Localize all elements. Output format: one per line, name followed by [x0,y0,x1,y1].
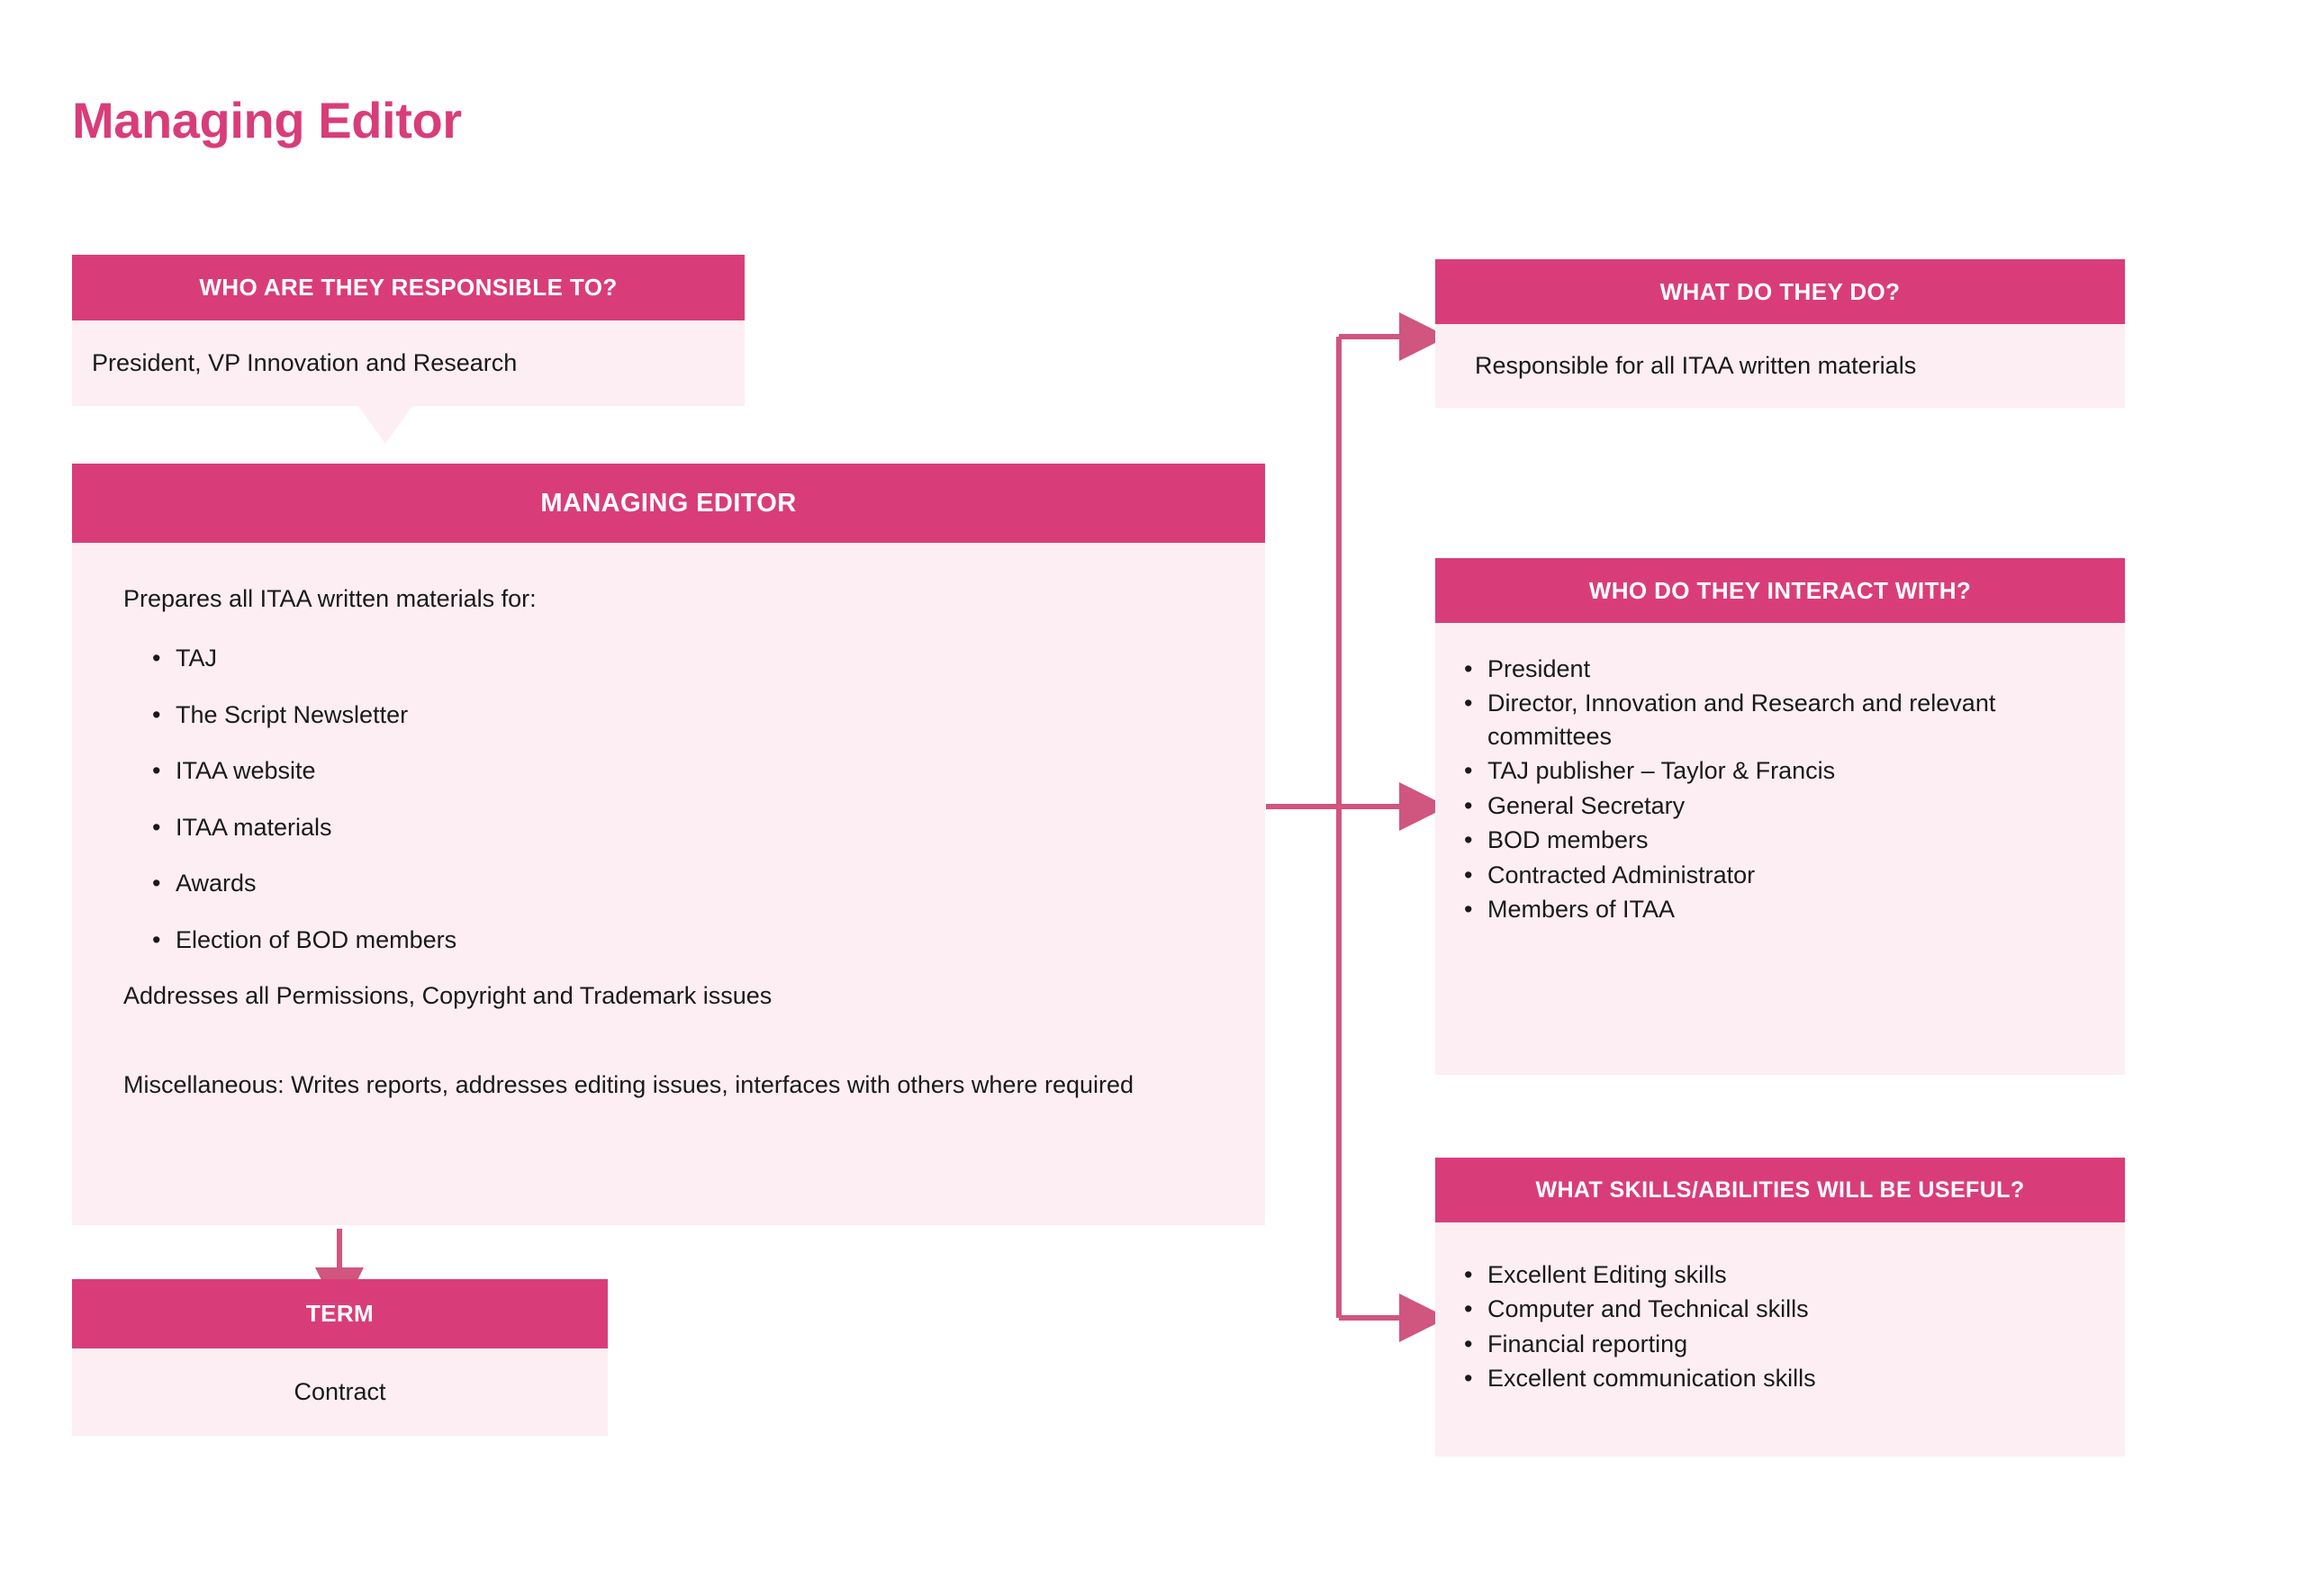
card-managing-editor-header: MANAGING EDITOR [72,464,1265,543]
list-item: • The Script Newsletter [176,699,1211,731]
page-title: Managing Editor [72,92,462,149]
card-what-they-do-body: Responsible for all ITAA written materials [1435,324,2125,408]
card-skills-body [1435,1222,2125,1456]
list-item: • Contracted Administrator [1487,859,2103,891]
card-interact-with-header: WHO DO THEY INTERACT WITH? [1435,558,2125,623]
list-item: • Computer and Technical skills [1487,1293,2103,1325]
list-item: • Members of ITAA [1487,893,2103,925]
list-item: • President [1487,653,2103,685]
managing-editor-paragraph-1: Addresses all Permissions, Copyright and Trademark issues [123,982,773,1010]
skills-list [1435,1258,2103,1395]
list-item: • Election of BOD members [176,924,1211,956]
list-item: • Financial reporting [1487,1328,2103,1360]
callout-notch-icon [358,406,412,444]
list-item: • General Secretary [1487,789,2103,822]
card-what-they-do-header: WHAT DO THEY DO? [1435,259,2125,324]
card-skills-header: WHAT SKILLS/ABILITIES WILL BE USEFUL? [1435,1158,2125,1222]
list-item: • Excellent communication skills [1487,1362,2103,1394]
card-managing-editor [72,464,1265,1225]
card-skills [1435,1158,2125,1456]
interact-with-list [1435,653,2103,926]
card-responsible-to [72,255,745,406]
managing-editor-materials-list [123,642,1211,956]
card-interact-with [1435,558,2125,1075]
list-item: • Director, Innovation and Research and relevant committees [1487,687,2103,753]
card-term-header: TERM [72,1279,608,1348]
card-interact-with-body [1435,623,2125,1075]
list-item: • Awards [176,867,1211,899]
list-item: • Excellent Editing skills [1487,1258,2103,1291]
list-item: • ITAA materials [176,811,1211,843]
card-term-body: Contract [72,1348,608,1436]
card-term [72,1279,608,1436]
list-item: • TAJ publisher – Taylor & Francis [1487,754,2103,787]
list-item: • ITAA website [176,754,1211,787]
list-item: • BOD members [1487,824,2103,856]
managing-editor-paragraph-2: Miscellaneous: Writes reports, addresses editing issues, interfaces with others where required [123,1070,1134,1098]
managing-editor-lead: Prepares all ITAA written materials for: [123,585,537,612]
card-responsible-to-header: WHO ARE THEY RESPONSIBLE TO? [72,255,745,320]
list-item: • TAJ [176,642,1211,674]
card-managing-editor-body [72,543,1265,1225]
card-responsible-to-body: President, VP Innovation and Research [72,320,745,406]
card-what-they-do [1435,259,2125,408]
